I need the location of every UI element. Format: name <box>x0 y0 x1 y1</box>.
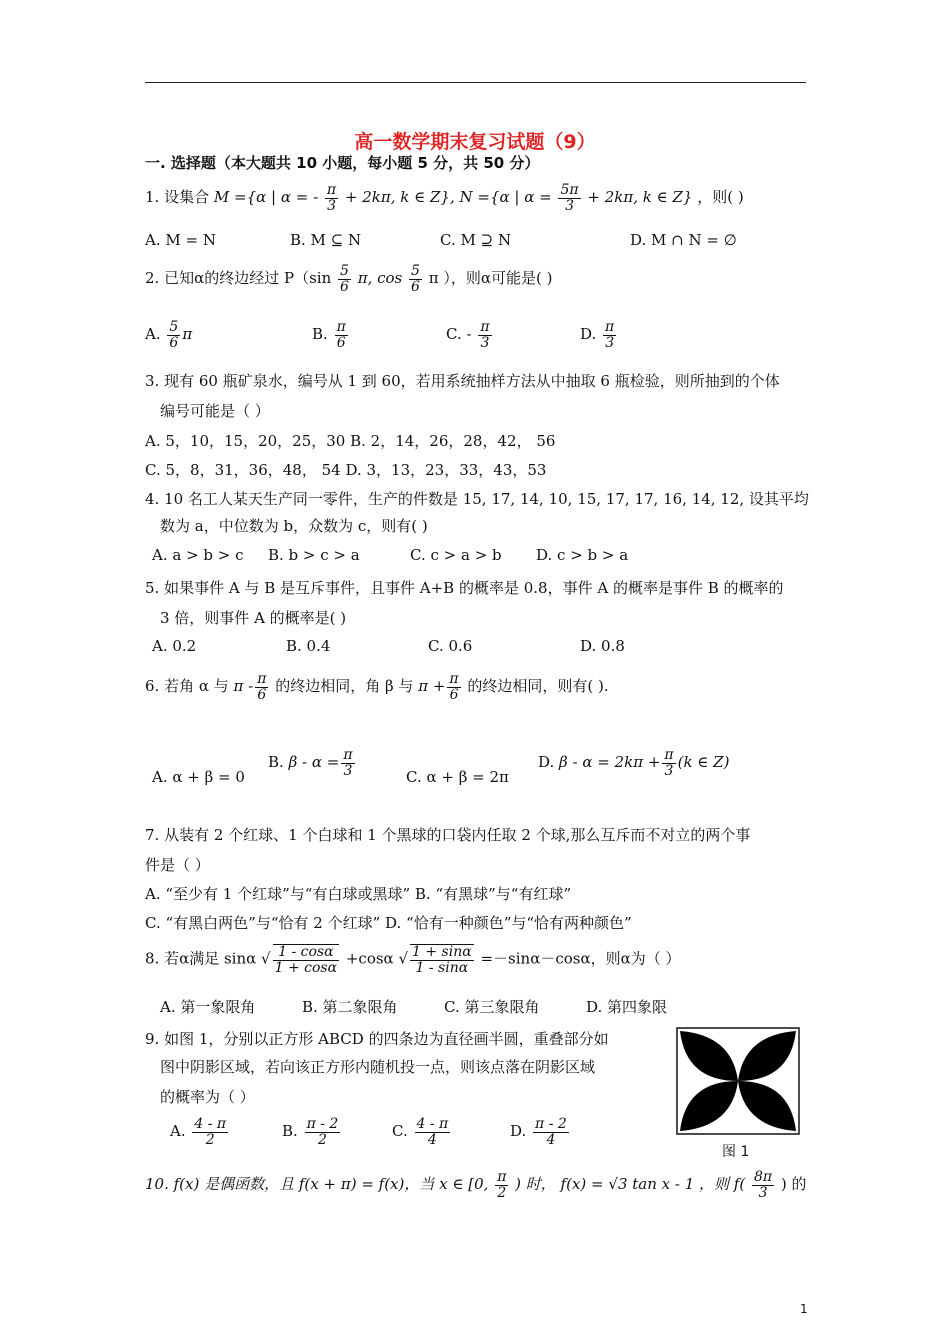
q6-option-b: B. β - α = $\frac{\pi}{3}$ <box>268 747 353 779</box>
q5-option-a: A. 0.2 <box>152 637 197 655</box>
q4-option-d: D. c > b > a <box>536 546 629 564</box>
q1-option-a: A. M = N <box>145 231 216 249</box>
q1-fraction-1: $\frac{\pi}{3}$ <box>326 182 337 214</box>
q8-option-b: B. 第二象限角 <box>302 998 398 1016</box>
q2-option-a: A. $\frac{5}{6}$ π <box>145 319 193 351</box>
question-9-line-3: 的概率为（ ） <box>160 1088 255 1106</box>
sqrt-1: √ $\frac{1 - \cos\alpha}{1 + \cos\alpha}$ <box>261 944 338 976</box>
question-9-line-2: 图中阴影区域，若向该正方形内随机投一点，则该点落在阴影区域 <box>160 1058 596 1076</box>
question-6: 6. 若角 α 与 π - $\frac{\pi}{6}$ 的终边相同，角 β 与 π + $\frac{\pi}{6}$ 的终边相同，则有( ). <box>145 671 609 703</box>
question-3-line-2: 编号可能是（ ） <box>160 402 270 420</box>
figure-1-square-petals <box>676 1027 800 1135</box>
question-8: 8. 若α满足 sinα √ $\frac{1 - \cos\alpha}{1 + \cos\alpha}$ +cosα √ $\frac{1 + \sin\alpha}{1 - \sin\alpha}$ =－sinα－cosα，则α为（ ） <box>145 944 681 976</box>
q8-option-d: D. 第四象限 <box>586 998 668 1016</box>
q1-answer-blank: ，则( ) <box>697 188 744 207</box>
section-heading: 一. 选择题（本大题共 10 小题，每小题 5 分，共 50 分） <box>145 154 540 172</box>
page-number: 1 <box>800 1302 808 1316</box>
q2-fraction-2: $\frac{5}{6}$ <box>411 263 420 295</box>
q8-option-c: C. 第三象限角 <box>444 998 540 1016</box>
question-2: 2. 已知α的终边经过 P（sin $\frac{5}{6}$ π, cos $\frac{5}{6}$ π ），则α可能是( ) <box>145 263 553 295</box>
q1-math-a: M ={α | α = - <box>213 188 319 207</box>
q7-options-ab: A. “至少有 1 个红球”与“有白球或黑球” B. “有黑球”与“有红球” <box>145 885 572 903</box>
page-title: 高一数学期末复习试题（9） <box>354 131 596 153</box>
q5-option-c: C. 0.6 <box>428 637 473 655</box>
question-7-line-2: 件是（ ） <box>145 856 210 874</box>
q5-option-d: D. 0.8 <box>580 637 625 655</box>
question-4-line-1: 4. 10 名工人某天生产同一零件，生产的件数是 15, 17, 14, 10, 15, 17, 17, 16, 14, 12, 设其平均 <box>145 490 809 508</box>
q6-option-a: A. α + β = 0 <box>152 768 245 786</box>
question-10: 10. f(x) 是偶函数，且 f(x + π) = f(x)，当 x ∈ [0, $\frac{\pi}{2}$ ) 时， f(x) = √3 tan x - 1 ，则 f( $\frac{8\pi}{3}$ ) 的 <box>145 1169 807 1201</box>
q1-math-c: + 2kπ, k ∈ Z} <box>587 188 693 207</box>
q4-option-a: A. a > b > c <box>152 546 244 564</box>
q1-option-c: C. M ⊇ N <box>440 231 512 249</box>
q4-option-b: B. b > c > a <box>268 546 360 564</box>
sqrt-2: √ $\frac{1 + \sin\alpha}{1 - \sin\alpha}$ <box>398 944 472 976</box>
q1-option-d: D. M ∩ N = ∅ <box>630 231 737 249</box>
question-5-line-1: 5. 如果事件 A 与 B 是互斥事件，且事件 A+B 的概率是 0.8，事件 A 的概率是事件 B 的概率的 <box>145 579 784 597</box>
q2-option-c: C. - $\frac{\pi}{3}$ <box>446 319 490 351</box>
q6-option-c: C. α + β = 2π <box>406 768 509 786</box>
q3-options-cd: C. 5，8，31，36，48， 54 D. 3，13，23，33，43，53 <box>145 461 547 479</box>
q2-option-d: D. $\frac{\pi}{3}$ <box>580 319 615 351</box>
q5-option-b: B. 0.4 <box>286 637 331 655</box>
q9-option-a: A. $\frac{4 - \pi}{2}$ <box>170 1116 227 1148</box>
figure-caption: 图 1 <box>722 1144 750 1160</box>
q4-option-c: C. c > a > b <box>410 546 502 564</box>
q2-fraction-1: $\frac{5}{6}$ <box>340 263 349 295</box>
question-7-line-1: 7. 从装有 2 个红球、1 个白球和 1 个黑球的口袋内任取 2 个球,那么互斥而不对立的两个事 <box>145 826 751 844</box>
q1-fraction-2: $\frac{5\pi}{3}$ <box>560 182 579 214</box>
q9-option-c: C. $\frac{4 - \pi}{4}$ <box>392 1116 449 1148</box>
q9-option-b: B. $\frac{\pi - 2}{2}$ <box>282 1116 339 1148</box>
q1-math-b: + 2kπ, k ∈ Z}, N ={α | α = <box>344 188 552 207</box>
header-rule <box>145 82 806 83</box>
q1-stem: 1. 设集合 <box>145 188 210 207</box>
question-3-line-1: 3. 现有 60 瓶矿泉水，编号从 1 到 60，若用系统抽样方法从中抽取 6 瓶检验，则所抽到的个体 <box>145 372 780 390</box>
question-5-line-2: 3 倍，则事件 A 的概率是( ) <box>160 609 347 627</box>
q9-option-d: D. $\frac{\pi - 2}{4}$ <box>510 1116 567 1148</box>
question-1 <box>145 183 744 213</box>
q2-option-b: B. $\frac{\pi}{6}$ <box>312 319 346 351</box>
q1-option-b: B. M ⊆ N <box>290 231 362 249</box>
question-4-line-2: 数为 a，中位数为 b，众数为 c，则有( ) <box>160 517 428 535</box>
q3-options-ab: A. 5，10，15，20，25，30 B. 2，14，26，28，42， 56 <box>145 432 556 450</box>
question-9-line-1: 9. 如图 1，分别以正方形 ABCD 的四条边为直径画半圆，重叠部分如 <box>145 1030 609 1048</box>
q8-option-a: A. 第一象限角 <box>160 998 256 1016</box>
q7-options-cd: C. “有黑白两色”与“恰有 2 个红球” D. “恰有一种颜色”与“恰有两种颜色” <box>145 914 632 932</box>
q6-option-d: D. β - α = 2kπ + $\frac{\pi}{3}$ (k ∈ Z) <box>538 747 730 779</box>
